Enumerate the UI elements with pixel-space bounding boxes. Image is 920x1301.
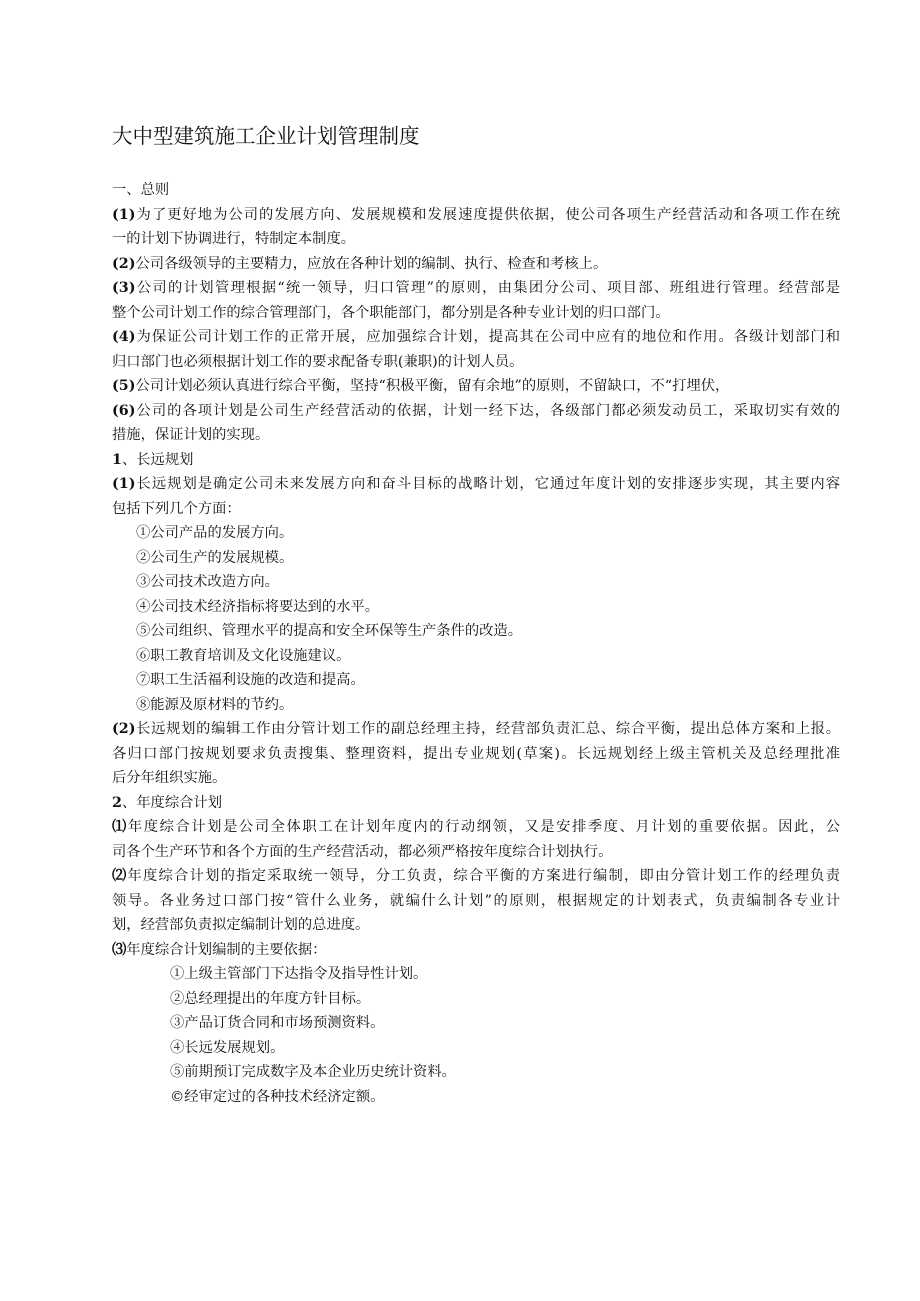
paragraph-line: (1)为了更好地为公司的发展方向、发展规模和发展速度提供依据，使公司各项生产经营活动和各项工作在统	[112, 206, 840, 223]
paragraph-line: (3)公司的计划管理根据“统一领导，归口管理”的原则，由集团分公司、项目部、班组进行管理。经营部是	[112, 280, 840, 296]
list-item: ②公司生产的发展规模。	[136, 549, 294, 566]
paragraph-line: ⑶年度综合计划编制的主要依据：	[112, 941, 327, 958]
list-item: ②总经理提出的年度方针目标。	[170, 990, 371, 1007]
list-item: ④公司技术经济指标将要达到的水平。	[136, 598, 380, 615]
paragraph-line: 整个公司计划工作的综合管理部门，各个职能部门，都分别是各种专业计划的归口部门。	[112, 304, 670, 321]
paragraph-line: (1)长远规划是确定公司未来发展方向和奋斗目标的战略计划，它通过年度计划的安排逐步实现，其主要内容	[112, 476, 840, 492]
paragraph-number: ⑵	[112, 868, 128, 884]
section-heading-annual: 2、年度综合计划	[112, 794, 223, 811]
paragraph-line: 后分年组织实施。	[112, 770, 227, 786]
paragraph-line: ⑵年度综合计划的指定采取统一领导，分工负责，综合平衡的方案进行编制，即由分管计划工作的经理负责	[112, 868, 840, 884]
list-item: ⑤前期预订完成数字及本企业历史统计资料。	[170, 1064, 456, 1080]
section-heading-general: 一、总则	[112, 182, 170, 198]
paragraph-number: ⑴	[112, 819, 128, 835]
paragraph-line: 各归口部门按规划要求负责搜集、整理资料，提出专业规划(草案)。长远规划经上级主管机关及总经理批准	[112, 745, 840, 762]
list-item: ⑦职工生活福利设施的改造和提高。	[136, 672, 365, 688]
paragraph-number: (2)	[112, 721, 136, 737]
paragraph-line: 包括下列几个方面：	[112, 500, 241, 517]
list-item: ③产品订货合同和市场预测资料。	[170, 1015, 385, 1031]
paragraph-number: (6)	[112, 402, 136, 419]
paragraph-number: (3)	[112, 280, 136, 296]
paragraph-line: 归口部门也必须根据计划工作的要求配备专职(兼职)的计划人员。	[112, 353, 524, 370]
list-item: ⑤公司组织、管理水平的提高和安全环保等生产条件的改造。	[136, 623, 523, 639]
paragraph-line: 措施，保证计划的实现。	[112, 427, 270, 443]
paragraph-line: (5)公司计划必须认真进行综合平衡，坚持“积极平衡，留有余地”的原则，不留缺口，不“打埋伏，	[112, 378, 730, 394]
paragraph-line: (2)公司各级领导的主要精力，应放在各种计划的编制、执行、检查和考核上。	[112, 255, 608, 272]
paragraph-number: (1)	[112, 206, 136, 223]
paragraph-line: ⑴年度综合计划是公司全体职工在计划年度内的行动纲领，又是安排季度、月计划的重要依据。因此，公	[112, 819, 840, 835]
paragraph-line: (2)长远规划的编辑工作由分管计划工作的副总经理主持，经营部负责汇总、综合平衡，提出总体方案和上报。	[112, 721, 840, 737]
list-item: ⑥职工教育培训及文化设施建议。	[136, 647, 351, 664]
paragraph-line: (4)为保证公司计划工作的正常开展，应加强综合计划，提高其在公司中应有的地位和作用。各级计划部门和	[112, 329, 840, 345]
list-item: ①公司产品的发展方向。	[136, 525, 294, 541]
list-item: ⑧能源及原材料的节约。	[136, 696, 294, 713]
paragraph-line: 领导。各业务过口部门按“管什么业务，就编什么计划”的原则，根据规定的计划表式，负责编制各专业计	[112, 892, 840, 909]
paragraph-number: (5)	[112, 378, 136, 394]
paragraph-number: (1)	[112, 476, 136, 492]
paragraph-number: ⑶	[112, 941, 127, 958]
list-item: ©经审定过的各种技术经济定额。	[170, 1088, 385, 1105]
list-item: ④长远发展规划。	[170, 1039, 285, 1056]
paragraph-line: 司各个生产环节和各个方面的生产经营活动，都必须严格按年度综合计划执行。	[112, 843, 613, 860]
document-body	[112, 178, 840, 1109]
document-title: 大中型建筑施工企业计划管理制度	[112, 124, 420, 148]
paragraph-line: 一的计划下协调进行，特制定本制度。	[112, 231, 356, 247]
list-item: ③公司技术改造方向。	[136, 574, 279, 590]
paragraph-number: (2)	[112, 255, 136, 272]
section-heading-long-term: 1、长远规划	[112, 451, 194, 468]
paragraph-line: (6)公司的各项计划是公司生产经营活动的依据，计划一经下达，各级部门都必须发动员工，采取切实有效的	[112, 402, 840, 419]
paragraph-number: (4)	[112, 329, 136, 345]
paragraph-line: 划，经营部负责拟定编制计划的总进度。	[112, 917, 370, 933]
list-item: ①上级主管部门下达指令及指导性计划。	[170, 966, 428, 982]
